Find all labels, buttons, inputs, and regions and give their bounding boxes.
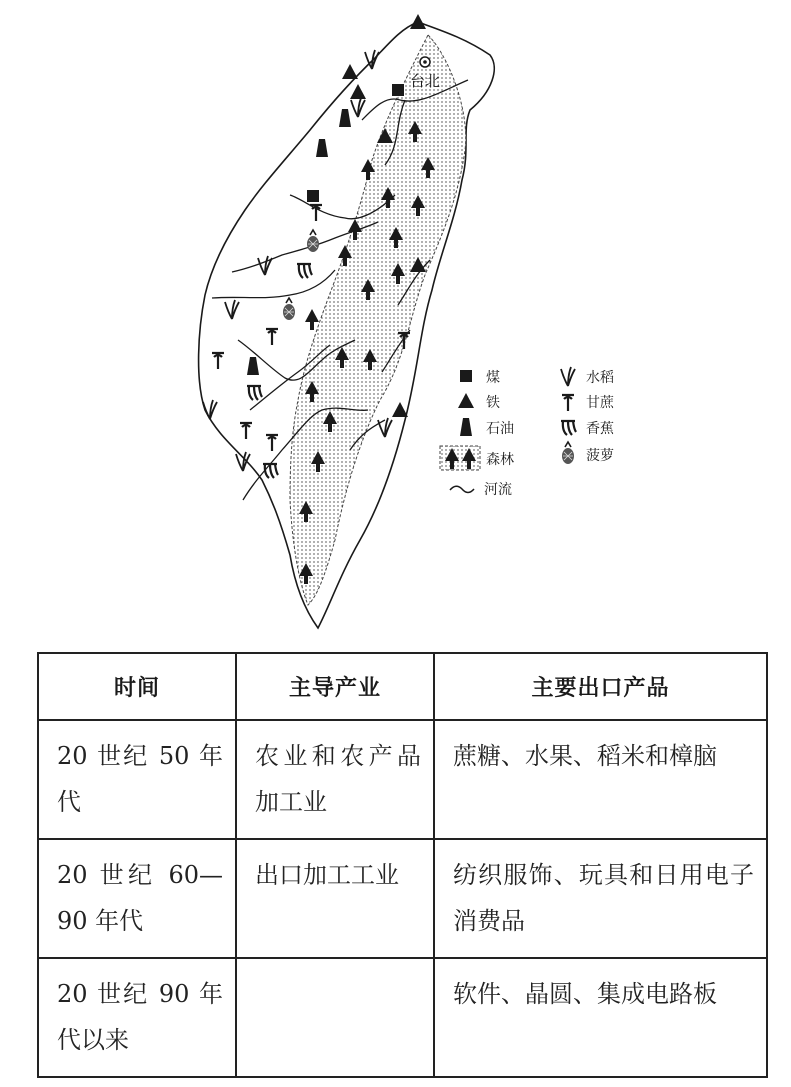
row-industry: 农业和农产品加工业: [236, 720, 434, 839]
legend-pineapple-label: 菠萝: [586, 448, 614, 464]
row-exports: 蔗糖、水果、稻米和樟脑: [434, 720, 767, 839]
row-exports: 纺织服饰、玩具和日用电子消费品: [434, 839, 767, 958]
rice-icon: [561, 367, 575, 386]
legend-iron-label: 铁: [486, 395, 500, 411]
table-header-row: [38, 653, 767, 720]
coal-icon: [460, 370, 472, 382]
row-exports: 软件、晶圆、集成电路板: [434, 958, 767, 1077]
legend-forest-label: 森林: [486, 452, 514, 468]
legend-sugarcane-label: 甘蔗: [586, 395, 614, 411]
oil-icon: [460, 418, 472, 436]
row-time: 20 世纪 90 年代以来: [38, 958, 236, 1077]
header-time: 时间: [38, 653, 236, 720]
banana-icon: [561, 421, 576, 435]
legend-river-label: 河流: [484, 482, 512, 498]
table-row: [38, 958, 767, 1077]
legend: [440, 367, 615, 498]
legend-coal-label: 煤: [486, 370, 500, 386]
row-time: 20 世纪 50 年代: [38, 720, 236, 839]
pineapple-icon: [562, 442, 574, 464]
river-icon: [450, 486, 474, 492]
table-row: [38, 720, 767, 839]
row-time: 20 世纪 60—90 年代: [38, 839, 236, 958]
sugarcane-icon: [562, 395, 574, 411]
legend-rice-label: 水稻: [586, 370, 614, 386]
header-industry: 主导产业: [236, 653, 434, 720]
industry-table: [37, 652, 768, 1078]
header-exports: 主要出口产品: [434, 653, 767, 720]
table-row: [38, 839, 767, 958]
iron-icon: [458, 393, 474, 408]
taipei-label: 台北: [410, 72, 441, 90]
legend-oil-label: 石油: [486, 421, 514, 437]
legend-banana-label: 香蕉: [586, 421, 614, 437]
row-industry: [236, 958, 434, 1077]
row-industry: 出口加工工业: [236, 839, 434, 958]
